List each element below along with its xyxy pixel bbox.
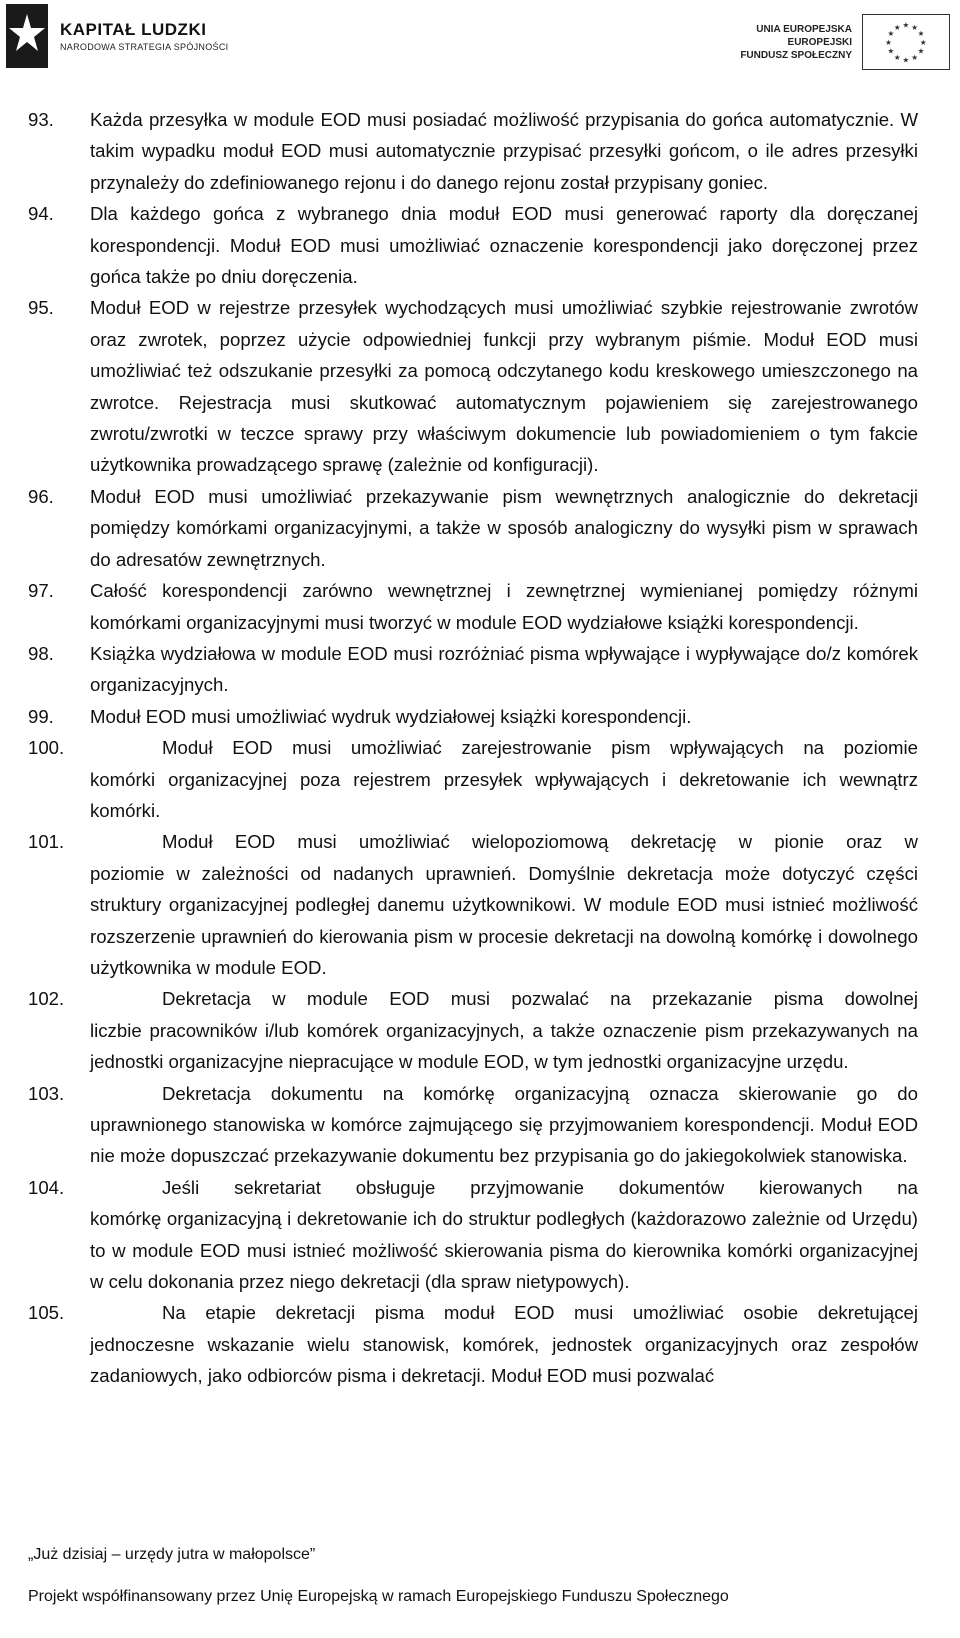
document-body	[28, 104, 918, 1392]
footer-funding: Projekt współfinansowany przez Unię Europejską w ramach Europejskiego Funduszu Społecznego	[28, 1588, 729, 1605]
item-number: 100.	[28, 737, 65, 759]
eu-logo-line1: UNIA EUROPEJSKA	[756, 23, 852, 35]
list-item	[28, 1297, 918, 1391]
item-text: Moduł EOD musi umożliwiać przekazywanie pism wewnętrznych analogicznie do dekretacji pomiędzy komórkami organizacyjnymi, a także w sposób analogiczny do wysyłki pism w sprawach do adresatów zewnętrznych.	[90, 485, 918, 570]
kapital-ludzki-title: KAPITAŁ LUDZKI	[60, 20, 207, 39]
item-text-first-line: Dekretacja dokumentu na komórkę organizacyjną oznacza skierowanie go do	[162, 1082, 918, 1104]
item-number: 96.	[28, 485, 54, 507]
footer-slogan: „Już dzisiaj – urzędy jutra w małopolsce”	[28, 1546, 316, 1563]
eu-star-icon: ★	[885, 37, 893, 47]
eu-star-icon: ★	[887, 29, 895, 39]
item-text-continued: komórki organizacyjnej poza rejestrem przesyłek wpływających i dekretowanie ich wewnątrz komórki.	[90, 768, 918, 821]
list-item	[28, 481, 918, 575]
list-item	[28, 104, 918, 198]
list-item	[28, 575, 918, 638]
eu-star-icon: ★	[902, 20, 910, 30]
list-item	[28, 983, 918, 1077]
item-number: 101.	[28, 831, 65, 853]
item-text: Dla każdego gońca z wybranego dnia moduł EOD musi generować raporty dla doręczanej korespondencji. Moduł EOD musi umożliwiać oznaczenie korespondencji jako doręczonej przez gońca także po dniu doręczenia.	[90, 203, 918, 288]
item-text: Moduł EOD musi umożliwiać wydruk wydziałowej książki korespondencji.	[90, 705, 692, 727]
item-text-continued: uprawnionego stanowiska w komórce zajmującego się przyjmowaniem korespondencji. Moduł EOD nie może dopuszczać przekazywanie dokumentu bez przypisania go do jakiegokolwiek stanowiska.	[90, 1114, 918, 1167]
page-header	[0, 0, 960, 80]
eu-logo-line2: EUROPEJSKI	[787, 36, 852, 48]
eu-star-icon: ★	[887, 46, 895, 56]
list-item	[28, 638, 918, 701]
list-item	[28, 1172, 918, 1298]
page-footer	[28, 1540, 928, 1612]
eu-star-icon: ★	[902, 55, 910, 65]
eu-star-icon: ★	[919, 37, 927, 47]
item-text-continued: liczbie pracowników i/lub komórek organizacyjnych, a także oznaczenie pism przekazywanych na jednostki organizacyjne niepracujące w module EOD, w tym jednostki organizacyjne urzędu.	[90, 1019, 918, 1073]
eu-logo	[740, 14, 950, 70]
eu-star-icon: ★	[917, 29, 925, 39]
item-number: 95.	[28, 297, 54, 319]
kapital-ludzki-star-icon	[6, 4, 48, 68]
item-number: 99.	[28, 705, 54, 727]
list-item	[28, 701, 918, 732]
item-text: Moduł EOD w rejestrze przesyłek wychodzących musi umożliwiać szybkie rejestrowanie zwrotów oraz zwrotek, poprzez użycie odpowiedniej funkcji przy wybranym piśmie. Moduł EOD musi umożliwiać też odszukanie przesyłki za pomocą odczytanego kodu kreskowego umieszczonego na zwrotce. Rejestracja musi skutkować automatycznym pojawieniem się zarejestrowanego zwrotu/zwrotki w teczce sprawy przy właściwym dokumencie lub powiadomieniem o tym fakcie użytkownika prowadzącego sprawę (zależnie od konfiguracji).	[90, 297, 918, 476]
item-number: 93.	[28, 109, 54, 130]
item-text: Każda przesyłka w module EOD musi posiadać możliwość przypisania do gońca automatycznie. W takim wypadku moduł EOD musi automatycznie przypisać przesyłki gońcom, o ile adres przesyłki przynależy do zdefiniowanego rejonu i do danego rejonu został przypisany goniec.	[90, 109, 918, 193]
eu-star-icon: ★	[893, 52, 901, 62]
list-item	[28, 826, 918, 983]
list-item	[28, 292, 918, 480]
eu-star-icon: ★	[911, 52, 919, 62]
item-text-continued: jednoczesne wskazanie wielu stanowisk, komórek, jednostek organizacyjnych oraz zespołów zadaniowych, jako odbiorców pisma i dekretacji. Moduł EOD musi pozwalać	[90, 1333, 918, 1387]
item-text-continued: poziomie w zależności od nadanych uprawnień. Domyślnie dekretacja może dotyczyć części struktury organizacyjnej podległej danemu użytkownikowi. W module EOD musi istnieć możliwość rozszerzenie uprawnień do kierowania pism w procesie dekretacji na dowolną komórkę i dowolnego użytkownika w module EOD.	[90, 862, 918, 978]
eu-star-icon: ★	[893, 22, 901, 32]
item-text-first-line: Moduł EOD musi umożliwiać zarejestrowanie pism wpływających na poziomie	[162, 737, 918, 759]
requirements-list	[28, 104, 918, 732]
item-number: 94.	[28, 203, 54, 225]
item-number: 98.	[28, 642, 54, 664]
eu-logo-line3: FUNDUSZ SPOŁECZNY	[740, 49, 852, 61]
item-text-first-line: Dekretacja w module EOD musi pozwalać na przekazanie pisma dowolnej	[162, 988, 918, 1010]
item-text: Całość korespondencji zarówno wewnętrznej i zewnętrznej wymienianej pomiędzy różnymi komórkami organizacyjnymi musi tworzyć w module EOD wydziałowe książki korespondencji.	[90, 580, 918, 633]
list-item	[28, 732, 918, 826]
item-number: 97.	[28, 580, 54, 602]
item-number: 103.	[28, 1082, 65, 1104]
list-item	[28, 1078, 918, 1172]
eu-flag-icon	[862, 14, 950, 70]
item-text-first-line: Jeśli sekretariat obsługuje przyjmowanie dokumentów kierowanych na	[162, 1176, 918, 1198]
item-text-continued: komórkę organizacyjną i dekretowanie ich do struktur podległych (każdorazowo zależnie od Urzędu) to w module EOD musi istnieć możliwość skierowania pisma do kierownika komórki organizacyjnej w celu dokonania przez niego dekretacji (dla spraw nietypowych).	[90, 1208, 918, 1293]
eu-star-icon: ★	[917, 46, 925, 56]
requirements-list-continued	[28, 732, 918, 1392]
item-number: 105.	[28, 1302, 65, 1324]
list-item	[28, 198, 918, 292]
kapital-ludzki-subtitle: NARODOWA STRATEGIA SPÓJNOŚCI	[60, 42, 229, 52]
item-text-first-line: Na etapie dekretacji pisma moduł EOD musi umożliwiać osobie dekretującej	[162, 1302, 918, 1324]
eu-star-icon: ★	[911, 22, 919, 32]
item-number: 104.	[28, 1176, 65, 1198]
item-text-first-line: Moduł EOD musi umożliwiać wielopoziomową dekretację w pionie oraz w	[162, 831, 918, 853]
kapital-ludzki-logo	[6, 4, 228, 68]
item-number: 102.	[28, 988, 65, 1010]
item-text: Książka wydziałowa w module EOD musi rozróżniać pisma wpływające i wypływające do/z komórek organizacyjnych.	[90, 642, 918, 696]
